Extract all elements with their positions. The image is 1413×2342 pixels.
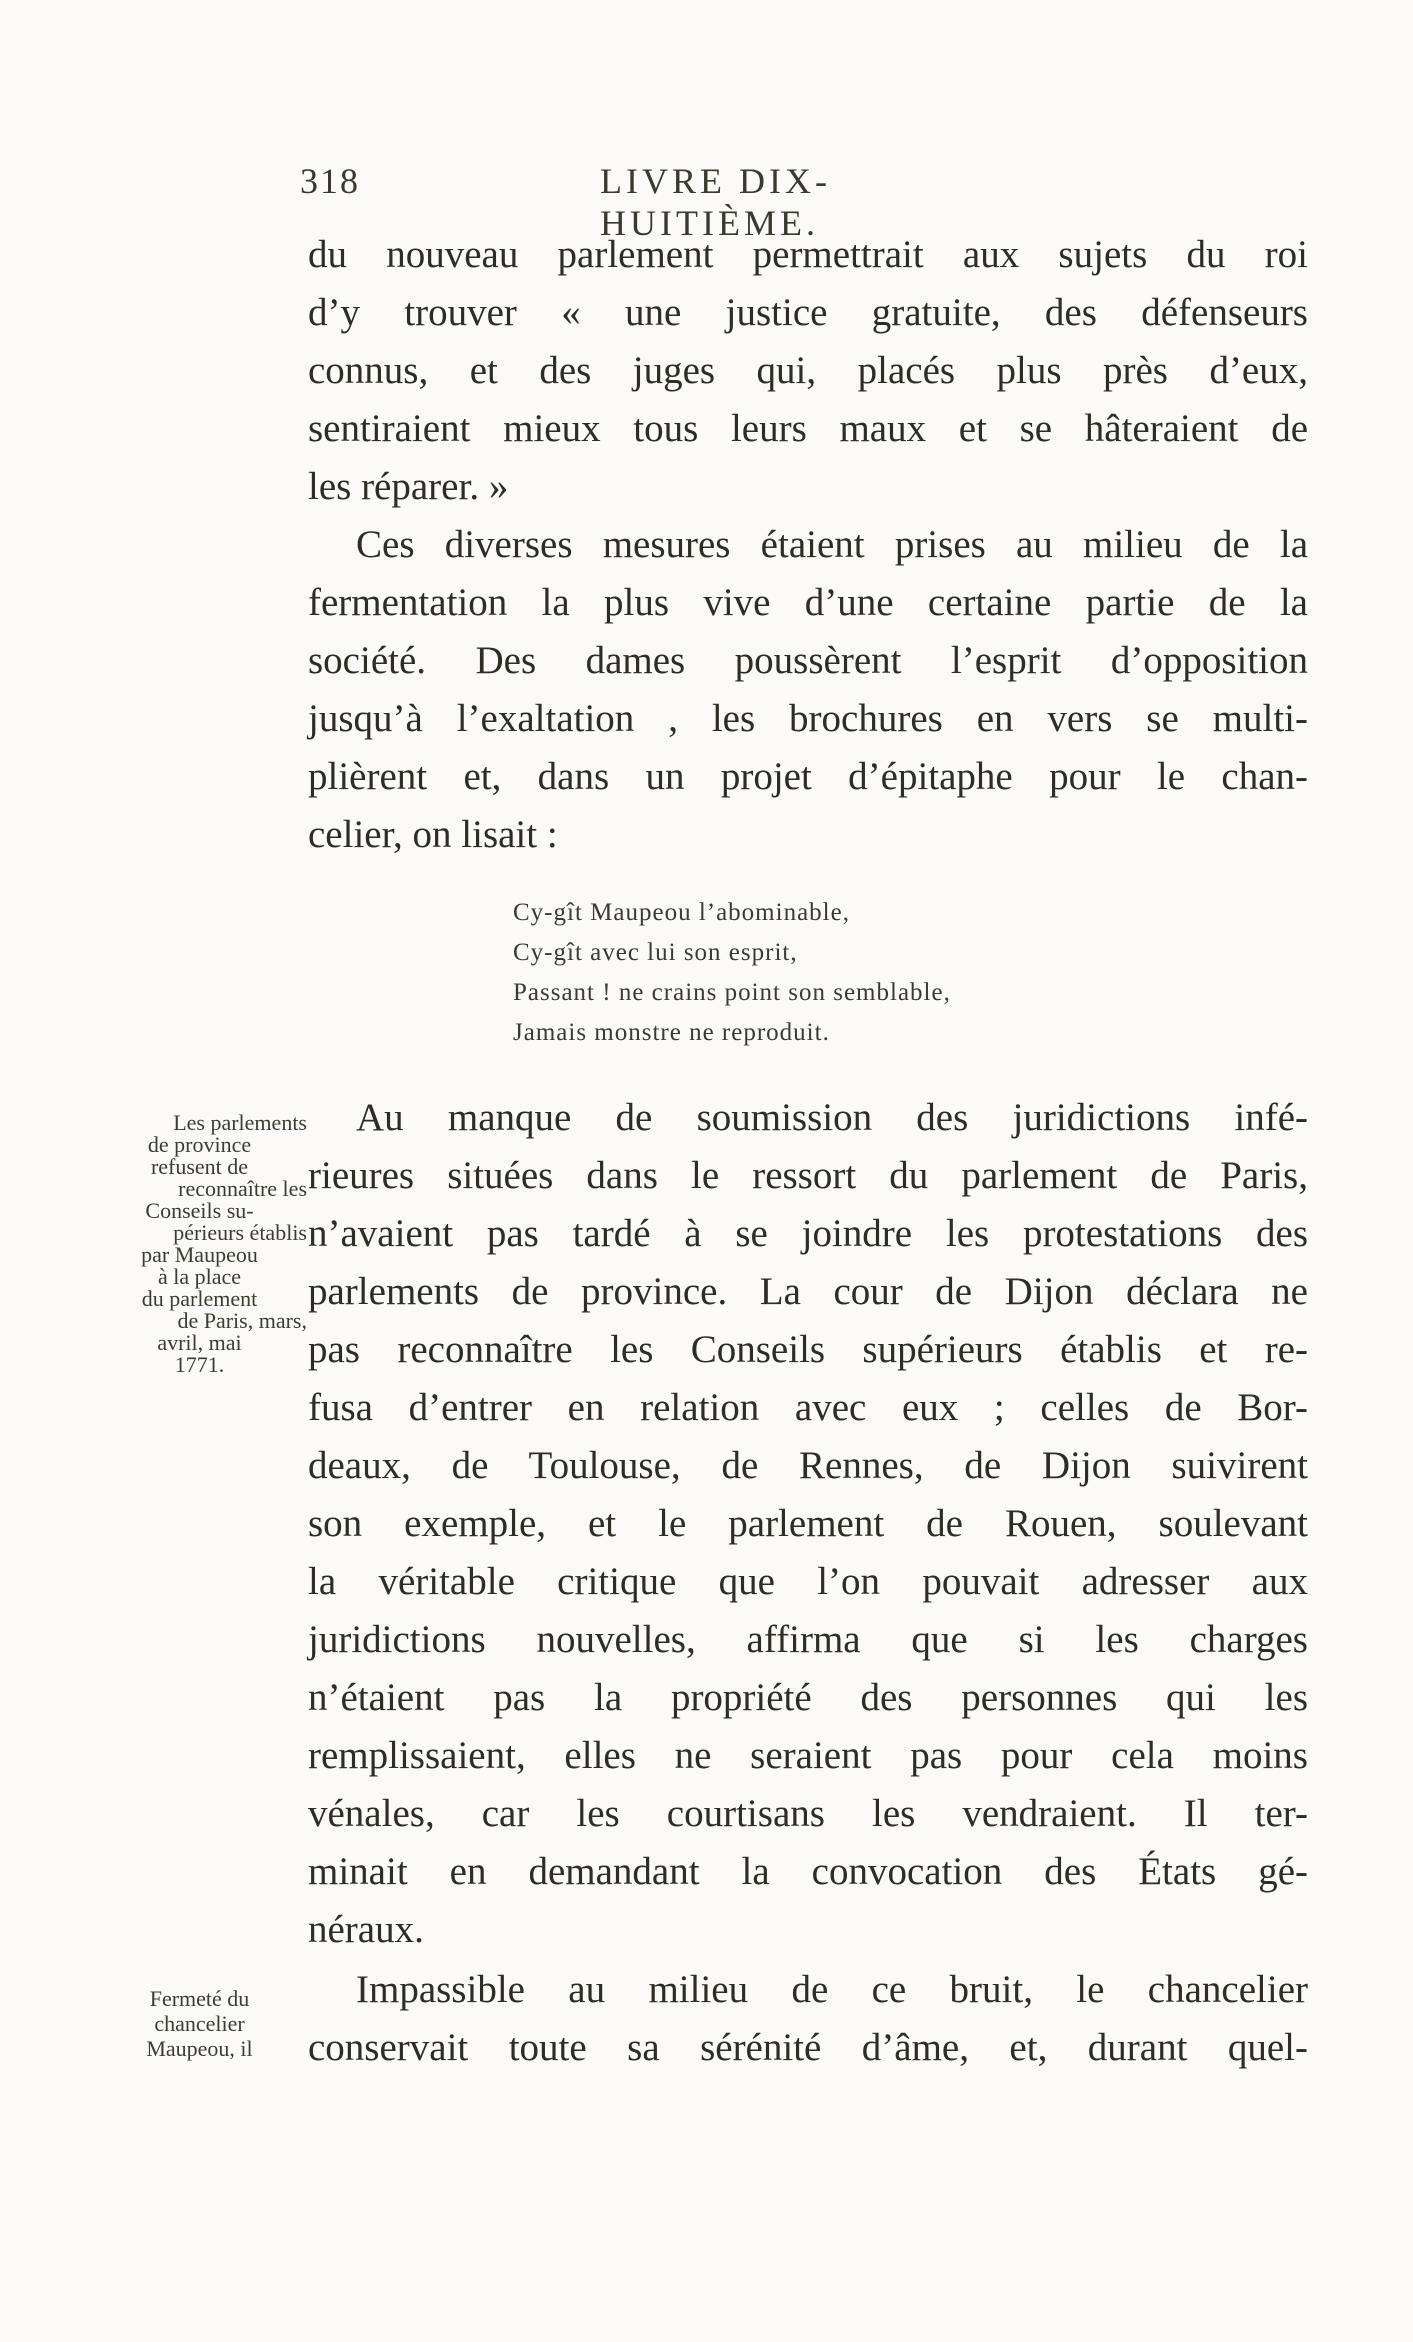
text-line: Au manque de soumission des juridictions infé-	[356, 1096, 1308, 1139]
text-line: sentiraient mieux tous leurs maux et se hâteraient de	[308, 407, 1308, 450]
text-line: d’y trouver « une justice gratuite, des défenseurs	[308, 291, 1308, 334]
running-header	[300, 160, 1020, 243]
margin-line: refusent de	[150, 1154, 249, 1179]
text-line: juridictions nouvelles, affirma que si les charges	[308, 1618, 1308, 1661]
text-line: celier, on lisait :	[308, 813, 558, 856]
text-line: remplissaient, elles ne seraient pas pour cela moins	[308, 1734, 1308, 1777]
margin-note-1	[92, 1112, 307, 1376]
margin-line: à la place	[157, 1264, 242, 1289]
text-line: la véritable critique que l’on pouvait adresser aux	[308, 1560, 1308, 1603]
margin-line: par Maupeou	[141, 1242, 258, 1267]
text-line: n’avaient pas tardé à se joindre les protestations des	[308, 1212, 1308, 1255]
margin-line: Maupeou, il	[146, 2036, 253, 2061]
text-line: pas reconnaître les Conseils supérieurs établis et re-	[308, 1328, 1308, 1371]
verse-line: Cy-gît avec lui son esprit,	[513, 939, 798, 966]
text-line: rieures situées dans le ressort du parlement de Paris,	[308, 1154, 1308, 1197]
verse-line: Jamais monstre ne reproduit.	[513, 1019, 830, 1046]
margin-line: de Paris, mars,	[177, 1308, 307, 1333]
text-line: connus, et des juges qui, placés plus près d’eux,	[308, 349, 1308, 392]
text-line: conservait toute sa sérénité d’âme, et, durant quel-	[308, 2026, 1308, 2069]
text-line: parlements de province. La cour de Dijon déclara ne	[308, 1270, 1308, 1313]
margin-line: 1771.	[174, 1352, 225, 1377]
text-line: son exemple, et le parlement de Rouen, soulevant	[308, 1502, 1308, 1545]
margin-line: du parlement	[141, 1286, 258, 1311]
text-line: les réparer. »	[308, 465, 509, 508]
margin-line: Fermeté du	[149, 1986, 250, 2011]
text-line: du nouveau parlement permettrait aux sujets du roi	[308, 233, 1308, 276]
margin-line: périeurs établis	[173, 1220, 307, 1245]
margin-line: Les parlements	[173, 1110, 307, 1135]
text-line: vénales, car les courtisans les vendraient. Il ter-	[308, 1792, 1308, 1835]
text-line: Impassible au milieu de ce bruit, le chancelier	[356, 1968, 1308, 2011]
text-line: néraux.	[308, 1908, 424, 1951]
text-line: fermentation la plus vive d’une certaine partie de la	[308, 581, 1308, 624]
text-line: société. Des dames poussèrent l’esprit d’opposition	[308, 639, 1308, 682]
text-line: minait en demandant la convocation des États gé-	[308, 1850, 1308, 1893]
verse-line: Cy-gît Maupeou l’abominable,	[513, 899, 850, 926]
text-line: Ces diverses mesures étaient prises au milieu de la	[356, 523, 1308, 566]
text-line: deaux, de Toulouse, de Rennes, de Dijon suivirent	[308, 1444, 1308, 1487]
margin-line: avril, mai	[157, 1330, 242, 1355]
text-line: n’étaient pas la propriété des personnes qui les	[308, 1676, 1308, 1719]
margin-line: reconnaître les	[178, 1176, 307, 1201]
verse-line: Passant ! ne crains point son semblable,	[513, 979, 951, 1006]
margin-line: chancelier	[154, 2011, 245, 2036]
margin-line: de province	[147, 1132, 252, 1157]
text-line: jusqu’à l’exaltation , les brochures en vers se multi-	[308, 697, 1308, 740]
running-title: LIVRE DIX-HUITIÈME.	[600, 161, 831, 243]
margin-note-2	[92, 1986, 307, 2061]
text-line: fusa d’entrer en relation avec eux ; celles de Bor-	[308, 1386, 1308, 1429]
margin-line: Conseils su-	[145, 1198, 254, 1223]
text-line: plièrent et, dans un projet d’épitaphe pour le chan-	[308, 755, 1308, 798]
page-number: 318	[300, 161, 360, 201]
